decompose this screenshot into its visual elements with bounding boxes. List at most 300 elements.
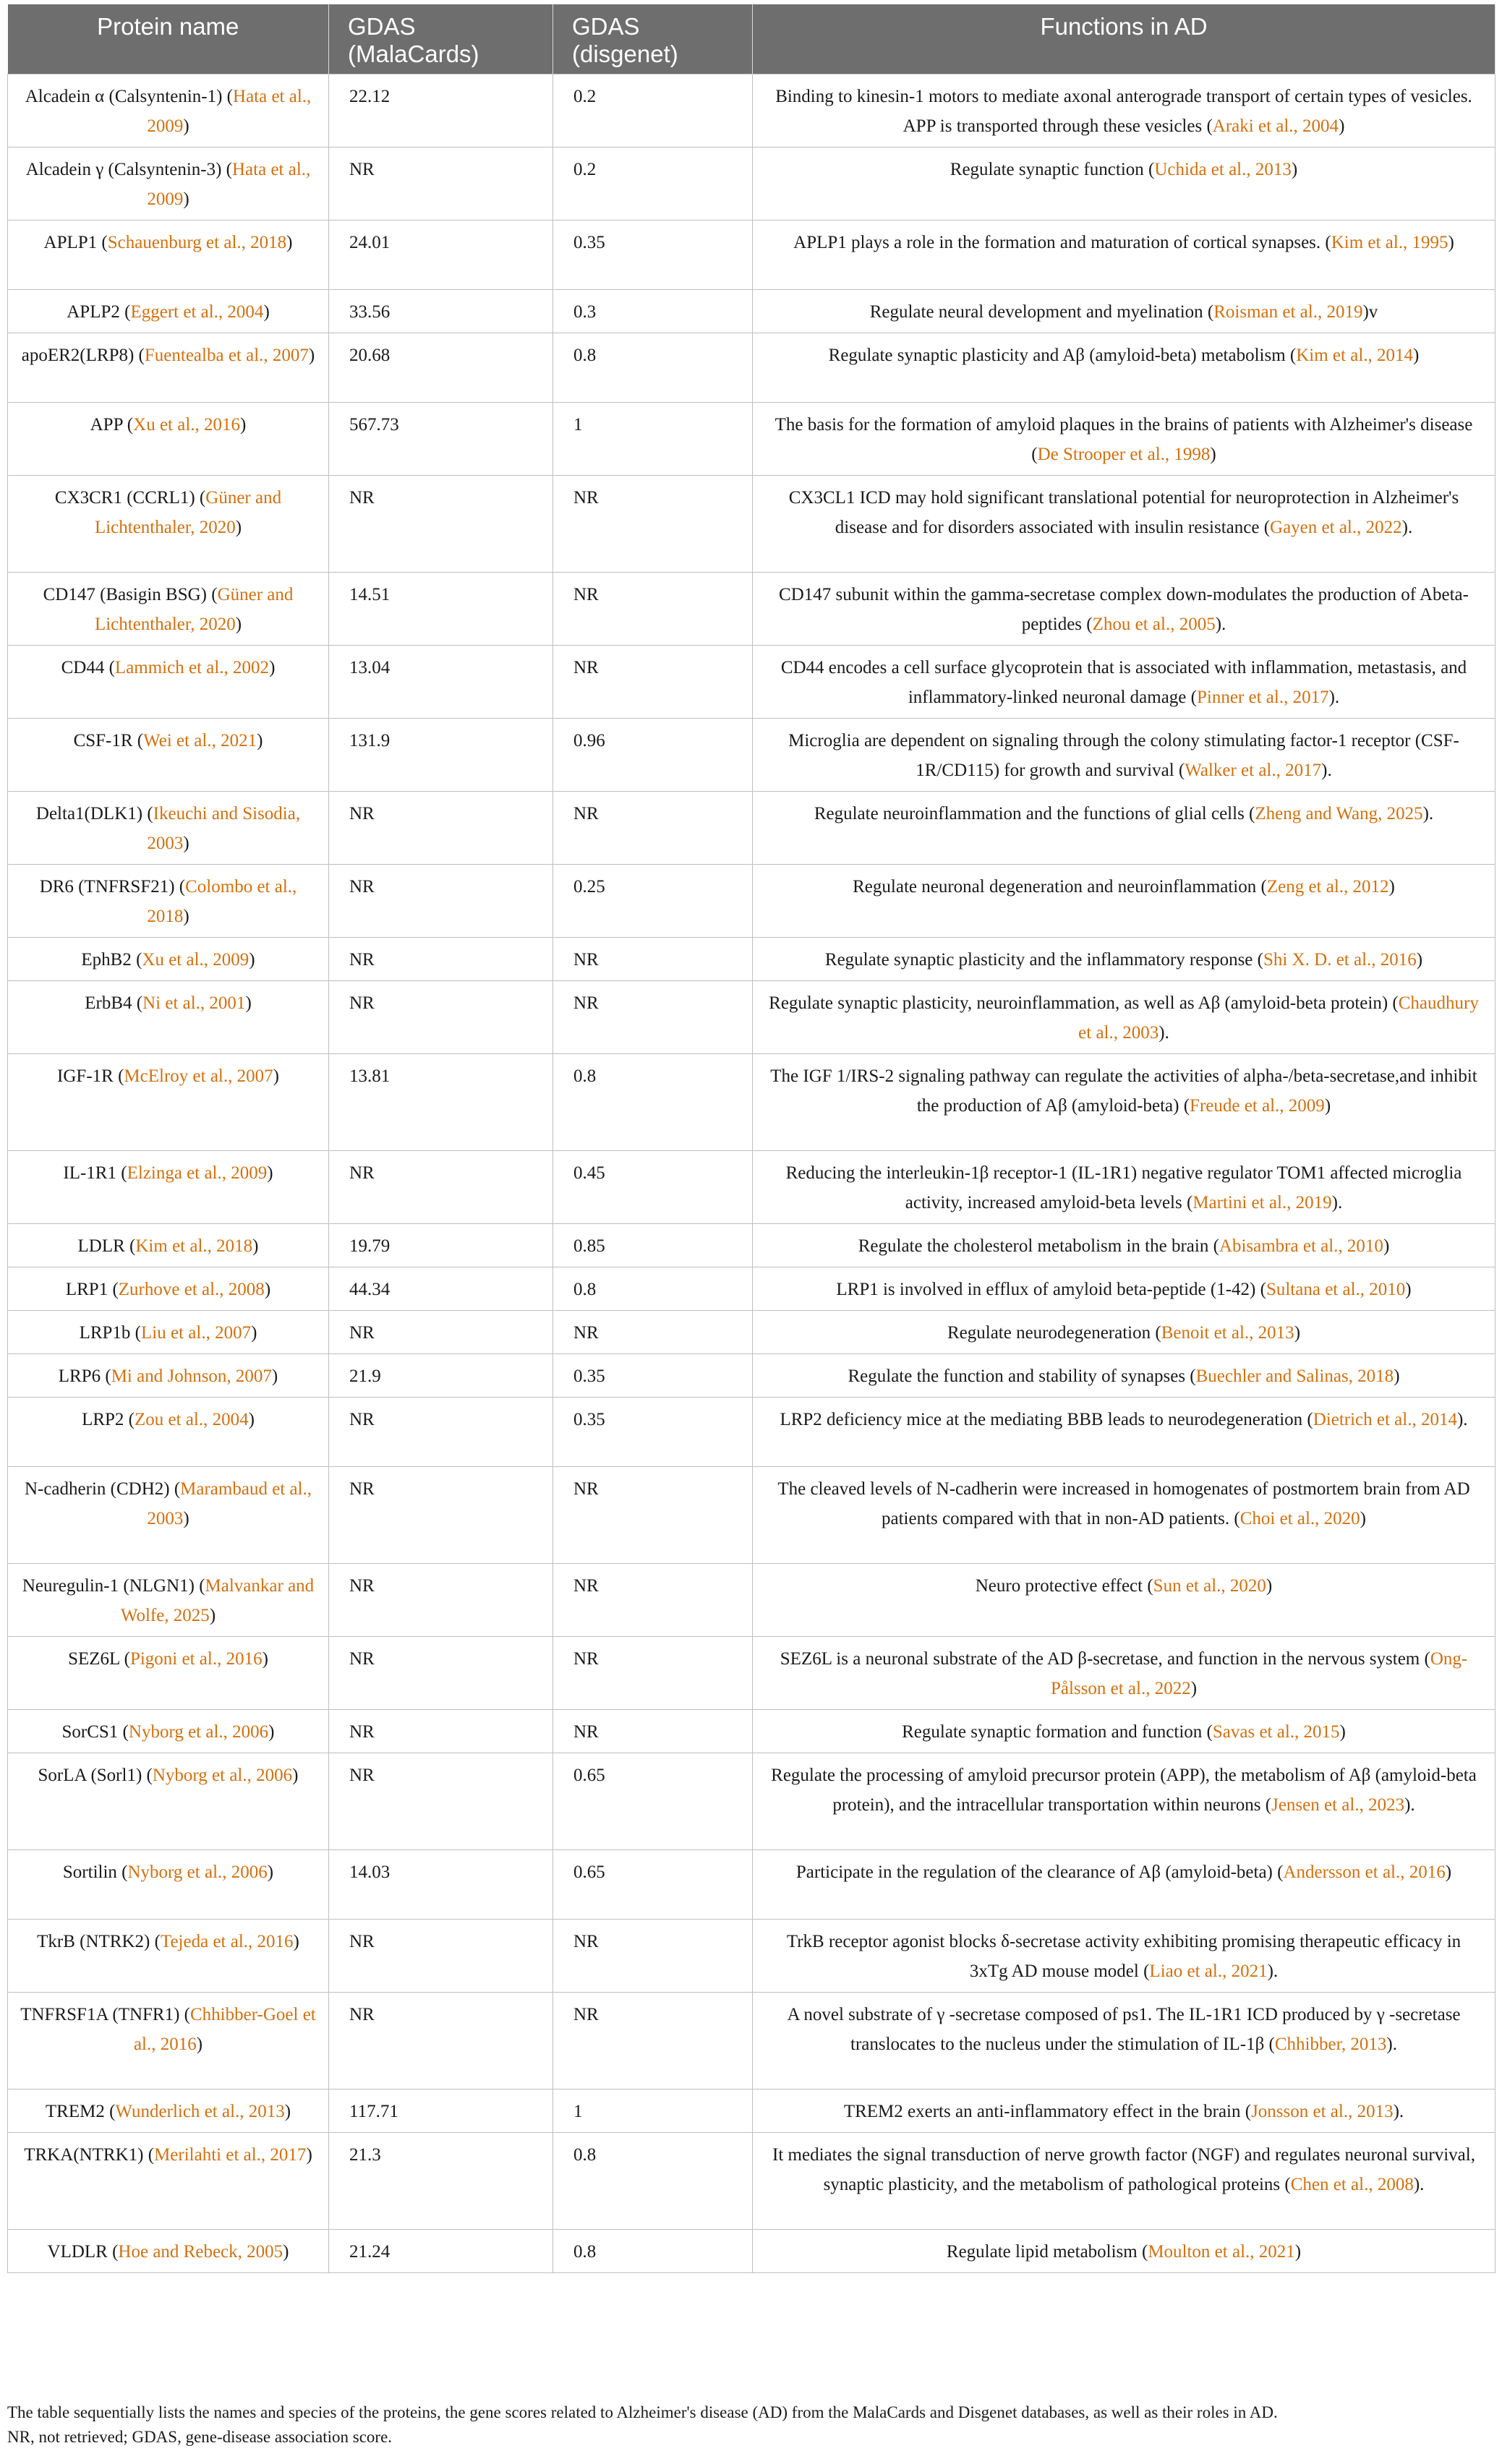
protein-name-cell xyxy=(8,1564,329,1637)
gdas-malacards-value: NR xyxy=(349,1323,375,1343)
function-text-end: ) xyxy=(1383,1236,1390,1256)
gdas-malacards-cell xyxy=(329,1993,553,2089)
table-row xyxy=(8,1267,1495,1311)
protein-name-cell xyxy=(8,1224,329,1267)
function-cell xyxy=(753,74,1495,147)
function-cell xyxy=(753,1054,1495,1151)
protein-citation: Zou et al., 2004 xyxy=(135,1410,249,1429)
protein-name: CD44 ( xyxy=(61,658,115,677)
protein-name-end: ) xyxy=(235,615,242,634)
function-citation: Dietrich et al., 2014 xyxy=(1313,1410,1457,1429)
protein-name: Sortilin ( xyxy=(62,1862,128,1882)
gdas-disgenet-cell xyxy=(553,2089,753,2133)
function-text: Regulate synaptic plasticity, neuroinflammation, as well as Aβ (amyloid-beta protein) ( xyxy=(769,993,1399,1013)
table-row xyxy=(8,865,1495,938)
function-text-end: ). xyxy=(1386,2035,1397,2054)
gdas-disgenet-cell xyxy=(553,333,753,403)
function-text-end: ) xyxy=(1294,2242,1302,2262)
gdas-disgenet-cell xyxy=(553,1993,753,2089)
function-cell xyxy=(753,147,1495,221)
protein-name: LRP2 ( xyxy=(82,1410,135,1429)
table-row xyxy=(8,147,1495,221)
gdas-disgenet-cell xyxy=(553,476,753,573)
gdas-malacards-value: 117.71 xyxy=(349,2102,398,2121)
table-row xyxy=(8,792,1495,865)
gdas-disgenet-cell xyxy=(553,2230,753,2273)
protein-name-end: ) xyxy=(293,1932,299,1951)
gdas-disgenet-cell xyxy=(553,1151,753,1224)
gdas-malacards-value: NR xyxy=(349,877,375,897)
protein-name: CSF-1R ( xyxy=(73,731,144,750)
table-row xyxy=(8,719,1495,792)
protein-name-end: ) xyxy=(252,1236,259,1256)
gdas-disgenet-cell xyxy=(553,1311,753,1354)
gdas-malacards-cell xyxy=(329,1637,553,1710)
gdas-malacards-value: 21.24 xyxy=(349,2242,391,2262)
gdas-disgenet-cell xyxy=(553,981,753,1054)
protein-name: LRP1b ( xyxy=(79,1323,142,1343)
function-text: TREM2 exerts an anti-inflammatory effect in the brain ( xyxy=(843,2102,1252,2121)
function-citation: Uchida et al., 2013 xyxy=(1154,160,1292,179)
footnote-line-2: NR, not retrieved; GDAS, gene-disease association score. xyxy=(7,2428,393,2446)
protein-name-end: ) xyxy=(271,1366,278,1386)
function-text: Regulate synaptic plasticity and the inflammatory response ( xyxy=(824,950,1263,970)
table-row xyxy=(8,1054,1495,1151)
function-cell xyxy=(753,1354,1495,1398)
function-text: Regulate synaptic formation and function ( xyxy=(902,1722,1213,1742)
protein-name-cell xyxy=(8,2089,329,2133)
protein-name: TkrB (NTRK2) ( xyxy=(37,1932,161,1951)
protein-citation: Nyborg et al., 2006 xyxy=(128,1722,269,1742)
function-text: Regulate lipid metabolism ( xyxy=(946,2242,1148,2262)
function-citation: Ong-Pålsson et al., 2022 xyxy=(1050,1649,1468,1698)
function-citation: Araki et al., 2004 xyxy=(1212,116,1339,136)
function-cell xyxy=(753,1267,1495,1311)
function-citation: Chhibber, 2013 xyxy=(1274,2035,1387,2054)
protein-name-end: ) xyxy=(306,2145,312,2165)
function-text-end: ). xyxy=(1404,1795,1415,1815)
gdas-malacards-cell xyxy=(329,1467,553,1564)
protein-citation: Hoe and Rebeck, 2005 xyxy=(118,2242,283,2262)
gdas-disgenet-value: 0.25 xyxy=(573,877,605,897)
gdas-malacards-value: NR xyxy=(349,1410,375,1429)
protein-name: Alcadein α (Calsyntenin-1) ( xyxy=(25,87,234,106)
gdas-malacards-value: 14.51 xyxy=(349,585,391,604)
protein-name-cell xyxy=(8,476,329,573)
protein-name: SorCS1 ( xyxy=(61,1722,129,1742)
function-text: A novel substrate of γ -secretase composed of ps1. The IL-1R1 ICD produced by γ -secretase translocates to the nucleus under the stimulation of IL-1β ( xyxy=(787,2005,1461,2054)
gdas-disgenet-cell xyxy=(553,1850,753,1920)
protein-name-cell xyxy=(8,1920,329,1993)
footnote-line-1: The table sequentially lists the names and species of the proteins, the gene scores related to Alzheimer's disease (AD) from the MalaCards and Disgenet databases, as well as their roles in AD. xyxy=(7,2403,1278,2421)
protein-citation: Malvankar and Wolfe, 2025 xyxy=(120,1576,315,1625)
gdas-malacards-value: 33.56 xyxy=(349,302,391,322)
function-text: Binding to kinesin-1 motors to mediate axonal anterograde transport of certain types of vesicles. APP is transported through these vesicles ( xyxy=(775,87,1472,136)
table-container xyxy=(7,4,1495,2273)
gdas-disgenet-cell xyxy=(553,1398,753,1467)
function-cell xyxy=(753,1311,1495,1354)
table-row xyxy=(8,573,1495,646)
protein-name-cell xyxy=(8,1398,329,1467)
gdas-malacards-value: NR xyxy=(349,1766,375,1785)
gdas-malacards-value: NR xyxy=(349,993,375,1013)
function-text: Regulate the function and stability of synapses ( xyxy=(848,1366,1196,1386)
protein-name-end: ) xyxy=(284,2102,291,2121)
function-citation: Kim et al., 2014 xyxy=(1296,346,1414,365)
protein-citation: Mi and Johnson, 2007 xyxy=(111,1366,272,1386)
function-cell xyxy=(753,573,1495,646)
function-cell xyxy=(753,1398,1495,1467)
gdas-disgenet-value: 0.2 xyxy=(573,87,597,106)
header-gdas-malacards: GDAS (MalaCards) xyxy=(329,4,553,74)
table-row xyxy=(8,1753,1495,1850)
protein-citation: Lammich et al., 2002 xyxy=(114,658,270,677)
table-row xyxy=(8,333,1495,403)
gdas-disgenet-cell xyxy=(553,74,753,147)
protein-citation: McElroy et al., 2007 xyxy=(124,1066,273,1086)
gdas-malacards-cell xyxy=(329,1311,553,1354)
gdas-disgenet-cell xyxy=(553,2133,753,2230)
gdas-disgenet-cell xyxy=(553,1224,753,1267)
gdas-malacards-value: 21.3 xyxy=(349,2145,381,2165)
gdas-disgenet-cell xyxy=(553,1267,753,1311)
function-cell xyxy=(753,2089,1495,2133)
protein-name-end: ) xyxy=(292,1766,299,1785)
protein-name-cell xyxy=(8,1151,329,1224)
table-row xyxy=(8,1850,1495,1920)
gdas-disgenet-value: 0.8 xyxy=(573,2242,597,2262)
protein-name-end: ) xyxy=(248,1410,255,1429)
function-citation: Benoit et al., 2013 xyxy=(1161,1323,1294,1343)
function-text: Reducing the interleukin-1β receptor-1 (IL-1R1) negative regulator TOM1 affected microglia activity, increased amyloid-beta levels ( xyxy=(785,1163,1462,1212)
gdas-malacards-cell xyxy=(329,476,553,573)
function-cell xyxy=(753,1710,1495,1753)
protein-citation: Nyborg et al., 2006 xyxy=(127,1862,268,1882)
gdas-disgenet-value: NR xyxy=(573,585,599,604)
gdas-malacards-value: NR xyxy=(349,1649,375,1669)
function-text: Regulate neural development and myelination ( xyxy=(869,302,1214,322)
gdas-malacards-value: 567.73 xyxy=(349,415,399,435)
protein-name-cell xyxy=(8,1267,329,1311)
gdas-malacards-cell xyxy=(329,792,553,865)
function-text: Regulate neurodegeneration ( xyxy=(947,1323,1161,1343)
function-cell xyxy=(753,1224,1495,1267)
protein-name: VLDLR ( xyxy=(47,2242,119,2262)
table-row xyxy=(8,1224,1495,1267)
function-text: CD147 subunit within the gamma-secretase complex down-modulates the production of Abeta-peptides ( xyxy=(779,585,1469,634)
function-citation: Pinner et al., 2017 xyxy=(1196,688,1329,707)
function-text: CX3CL1 ICD may hold significant translational potential for neuroprotection in Alzheimer's disease and for disorders associated with insulin resistance ( xyxy=(788,488,1459,537)
protein-name-end: ) xyxy=(283,2242,289,2262)
function-text-end: ) xyxy=(1339,1722,1346,1742)
gdas-disgenet-value: 0.8 xyxy=(573,2145,597,2165)
protein-name-end: ) xyxy=(183,907,189,926)
protein-name-end: ) xyxy=(267,1862,274,1882)
protein-citation: Güner and Lichtenthaler, 2020 xyxy=(94,585,294,634)
table-row xyxy=(8,1637,1495,1710)
protein-name-cell xyxy=(8,792,329,865)
protein-citation: Hata et al., 2009 xyxy=(147,87,312,136)
gdas-disgenet-value: NR xyxy=(573,1323,599,1343)
function-cell xyxy=(753,981,1495,1054)
function-text: Regulate synaptic plasticity and Aβ (amyloid-beta) metabolism ( xyxy=(828,346,1297,365)
gdas-malacards-value: NR xyxy=(349,1163,375,1183)
function-citation: Zhou et al., 2005 xyxy=(1092,615,1216,634)
gdas-disgenet-cell xyxy=(553,290,753,333)
protein-name-end: ) xyxy=(262,1649,268,1669)
protein-citation: Fuentealba et al., 2007 xyxy=(144,346,309,365)
protein-name: LRP1 ( xyxy=(65,1280,119,1299)
header-functions: Functions in AD xyxy=(753,4,1495,74)
function-citation: Abisambra et al., 2010 xyxy=(1219,1236,1383,1256)
function-citation: Zeng et al., 2012 xyxy=(1266,877,1389,897)
function-cell xyxy=(753,1993,1495,2089)
function-text: It mediates the signal transduction of nerve growth factor (NGF) and regulates neuronal survival, synaptic plasticity, and the metabolism of pathological proteins ( xyxy=(772,2145,1475,2194)
function-text-end: ). xyxy=(1321,761,1332,780)
protein-name-cell xyxy=(8,1467,329,1564)
gdas-disgenet-value: NR xyxy=(573,2005,599,2024)
gdas-disgenet-value: NR xyxy=(573,950,599,970)
header-row xyxy=(8,4,1495,74)
protein-name-cell xyxy=(8,1753,329,1850)
table-footnote xyxy=(7,2400,1495,2450)
function-text: Participate in the regulation of the clearance of Aβ (amyloid-beta) ( xyxy=(795,1862,1284,1882)
gdas-malacards-cell xyxy=(329,1224,553,1267)
table-row xyxy=(8,476,1495,573)
function-text-end: ) xyxy=(1360,1509,1366,1528)
gdas-malacards-cell xyxy=(329,403,553,476)
function-text: LRP2 deficiency mice at the mediating BBB leads to neurodegeneration ( xyxy=(780,1410,1313,1429)
function-text: Neuro protective effect ( xyxy=(975,1576,1153,1596)
table-row xyxy=(8,1467,1495,1564)
function-text-end: ) xyxy=(1210,445,1216,464)
function-cell xyxy=(753,1920,1495,1993)
function-text-end: ). xyxy=(1413,2175,1425,2194)
protein-name: APLP1 ( xyxy=(43,233,108,252)
gdas-malacards-value: 131.9 xyxy=(349,731,391,750)
protein-table xyxy=(7,4,1495,2273)
function-citation: Moulton et al., 2021 xyxy=(1148,2242,1295,2262)
gdas-malacards-cell xyxy=(329,1151,553,1224)
function-cell xyxy=(753,1637,1495,1710)
function-text: Regulate the cholesterol metabolism in the brain ( xyxy=(858,1236,1219,1256)
protein-name-cell xyxy=(8,2133,329,2230)
gdas-malacards-cell xyxy=(329,1398,553,1467)
function-cell xyxy=(753,290,1495,333)
protein-name: ErbB4 ( xyxy=(85,993,143,1013)
protein-name-end: ) xyxy=(267,1163,273,1183)
gdas-disgenet-cell xyxy=(553,573,753,646)
protein-name: Delta1(DLK1) ( xyxy=(35,804,153,824)
protein-citation: Wei et al., 2021 xyxy=(143,731,257,750)
function-citation: Andersson et al., 2016 xyxy=(1283,1862,1446,1882)
protein-name: APLP2 ( xyxy=(67,302,131,322)
protein-name-end: ) xyxy=(286,233,293,252)
function-citation: Choi et al., 2020 xyxy=(1239,1509,1360,1528)
protein-name: EphB2 ( xyxy=(81,950,142,970)
function-cell xyxy=(753,719,1495,792)
gdas-malacards-value: 13.04 xyxy=(349,658,391,677)
protein-citation: Ni et al., 2001 xyxy=(142,993,246,1013)
function-cell xyxy=(753,646,1495,719)
gdas-disgenet-cell xyxy=(553,938,753,981)
gdas-disgenet-cell xyxy=(553,792,753,865)
protein-name-end: ) xyxy=(245,993,252,1013)
protein-citation: Tejeda et al., 2016 xyxy=(160,1932,294,1951)
protein-citation: Eggert et al., 2004 xyxy=(130,302,264,322)
function-text-end: ). xyxy=(1456,1410,1468,1429)
function-text-end: ). xyxy=(1215,615,1226,634)
gdas-disgenet-cell xyxy=(553,1637,753,1710)
gdas-disgenet-value: NR xyxy=(573,804,599,824)
gdas-disgenet-cell xyxy=(553,646,753,719)
function-citation: Chaudhury et al., 2003 xyxy=(1078,993,1479,1043)
gdas-disgenet-cell xyxy=(553,865,753,938)
gdas-disgenet-value: NR xyxy=(573,1932,599,1951)
function-cell xyxy=(753,938,1495,981)
gdas-disgenet-cell xyxy=(553,1354,753,1398)
function-cell xyxy=(753,476,1495,573)
table-row xyxy=(8,221,1495,290)
function-text-end: ) xyxy=(1324,1096,1331,1116)
function-text-end: ) xyxy=(1294,1323,1301,1343)
protein-citation: Xu et al., 2009 xyxy=(142,950,249,970)
gdas-malacards-cell xyxy=(329,646,553,719)
function-text: The cleaved levels of N-cadherin were increased in homogenates of postmortem brain from AD patients compared with that in non-AD patients. ( xyxy=(777,1479,1470,1528)
protein-citation: Liu et al., 2007 xyxy=(141,1323,252,1343)
gdas-disgenet-value: 0.45 xyxy=(573,1163,605,1183)
protein-name: CD147 (Basigin BSG) ( xyxy=(43,585,218,604)
protein-name-cell xyxy=(8,719,329,792)
function-citation: Jensen et al., 2023 xyxy=(1271,1795,1405,1815)
gdas-malacards-value: 14.03 xyxy=(349,1862,391,1882)
gdas-disgenet-cell xyxy=(553,719,753,792)
gdas-malacards-cell xyxy=(329,221,553,290)
function-text-end: ) xyxy=(1291,160,1298,179)
function-citation: Buechler and Salinas, 2018 xyxy=(1195,1366,1394,1386)
function-citation: Freude et al., 2009 xyxy=(1190,1096,1325,1116)
function-text-end: ) xyxy=(1339,116,1345,136)
gdas-disgenet-value: 0.35 xyxy=(573,1366,605,1386)
protein-name: apoER2(LRP8) ( xyxy=(21,346,145,365)
function-cell xyxy=(753,403,1495,476)
gdas-malacards-cell xyxy=(329,1850,553,1920)
table-row xyxy=(8,2230,1495,2273)
gdas-disgenet-value: NR xyxy=(573,1576,599,1596)
function-text-end: ) xyxy=(1413,346,1420,365)
protein-name-cell xyxy=(8,1054,329,1151)
function-citation: De Strooper et al., 1998 xyxy=(1037,445,1211,464)
function-text-end: ) xyxy=(1190,1679,1198,1698)
gdas-malacards-value: NR xyxy=(349,1479,375,1499)
gdas-malacards-value: 21.9 xyxy=(349,1366,381,1386)
function-text: Regulate neuroinflammation and the functions of glial cells ( xyxy=(814,804,1255,824)
protein-citation: Elzinga et al., 2009 xyxy=(127,1163,268,1183)
protein-citation: Nyborg et al., 2006 xyxy=(152,1766,293,1785)
table-row xyxy=(8,1710,1495,1753)
function-text-end: ) xyxy=(1405,1280,1412,1299)
protein-name-end: ) xyxy=(273,1066,279,1086)
gdas-disgenet-value: 0.35 xyxy=(573,233,605,252)
gdas-malacards-cell xyxy=(329,290,553,333)
gdas-malacards-cell xyxy=(329,1054,553,1151)
gdas-disgenet-cell xyxy=(553,1710,753,1753)
gdas-malacards-value: NR xyxy=(349,1932,375,1951)
gdas-disgenet-value: NR xyxy=(573,1722,599,1742)
function-text: SEZ6L is a neuronal substrate of the AD β-secretase, and function in the nervous system ( xyxy=(780,1649,1430,1669)
function-text: Regulate neuronal degeneration and neuroinflammation ( xyxy=(853,877,1267,897)
function-text: Regulate the processing of amyloid precursor protein (APP), the metabolism of Aβ (amyloid-beta protein), and the intracellular transportation within neurons ( xyxy=(771,1766,1477,1815)
gdas-malacards-value: 44.34 xyxy=(349,1280,391,1299)
function-citation: Roisman et al., 2019 xyxy=(1213,302,1363,322)
protein-citation: Zurhove et al., 2008 xyxy=(118,1280,265,1299)
gdas-malacards-cell xyxy=(329,1753,553,1850)
protein-name-cell xyxy=(8,938,329,981)
protein-name-end: ) xyxy=(183,1509,189,1528)
protein-name-cell xyxy=(8,403,329,476)
protein-name-end: ) xyxy=(209,1606,216,1625)
function-citation: Kim et al., 1995 xyxy=(1331,233,1448,252)
protein-name-end: ) xyxy=(240,415,247,435)
protein-name-end: ) xyxy=(196,2035,203,2054)
table-row xyxy=(8,403,1495,476)
protein-name-cell xyxy=(8,221,329,290)
protein-name-end: ) xyxy=(308,346,315,365)
gdas-malacards-cell xyxy=(329,147,553,221)
gdas-disgenet-cell xyxy=(553,1467,753,1564)
function-cell xyxy=(753,2230,1495,2273)
gdas-malacards-value: 20.68 xyxy=(349,346,391,365)
protein-citation: Ikeuchi and Sisodia, 2003 xyxy=(147,804,301,853)
protein-name: LRP6 ( xyxy=(58,1366,111,1386)
table-row xyxy=(8,1993,1495,2089)
gdas-disgenet-cell xyxy=(553,1753,753,1850)
table-row xyxy=(8,2133,1495,2230)
protein-name: Alcadein γ (Calsyntenin-3) ( xyxy=(25,160,232,179)
protein-name: IGF-1R ( xyxy=(57,1066,124,1086)
gdas-disgenet-value: 1 xyxy=(573,415,583,435)
table-row xyxy=(8,1564,1495,1637)
function-citation: Sultana et al., 2010 xyxy=(1266,1280,1406,1299)
function-text-end: ). xyxy=(1331,1193,1343,1212)
protein-name-cell xyxy=(8,981,329,1054)
function-citation: Chen et al., 2008 xyxy=(1290,2175,1414,2194)
protein-citation: Wunderlich et al., 2013 xyxy=(115,2102,285,2121)
gdas-disgenet-cell xyxy=(553,1920,753,1993)
protein-name-cell xyxy=(8,1710,329,1753)
function-cell xyxy=(753,333,1495,403)
gdas-disgenet-value: 0.8 xyxy=(573,1280,597,1299)
gdas-disgenet-value: 0.3 xyxy=(573,302,597,322)
protein-name-cell xyxy=(8,290,329,333)
gdas-disgenet-cell xyxy=(553,403,753,476)
protein-name-cell xyxy=(8,74,329,147)
function-citation: Savas et al., 2015 xyxy=(1212,1722,1340,1742)
protein-name-cell xyxy=(8,1311,329,1354)
protein-name-cell xyxy=(8,1637,329,1710)
table-row xyxy=(8,1151,1495,1224)
gdas-malacards-value: NR xyxy=(349,1576,375,1596)
function-citation: Zheng and Wang, 2025 xyxy=(1255,804,1423,824)
function-citation: Shi X. D. et al., 2016 xyxy=(1263,950,1417,970)
function-text-end: ) xyxy=(1394,1366,1400,1386)
header-protein-name: Protein name xyxy=(8,4,329,74)
gdas-malacards-cell xyxy=(329,1267,553,1311)
table-body xyxy=(8,74,1495,2273)
protein-name: DR6 (TNFRSF21) ( xyxy=(39,877,186,897)
gdas-malacards-cell xyxy=(329,333,553,403)
protein-name-end: ) xyxy=(269,658,276,677)
